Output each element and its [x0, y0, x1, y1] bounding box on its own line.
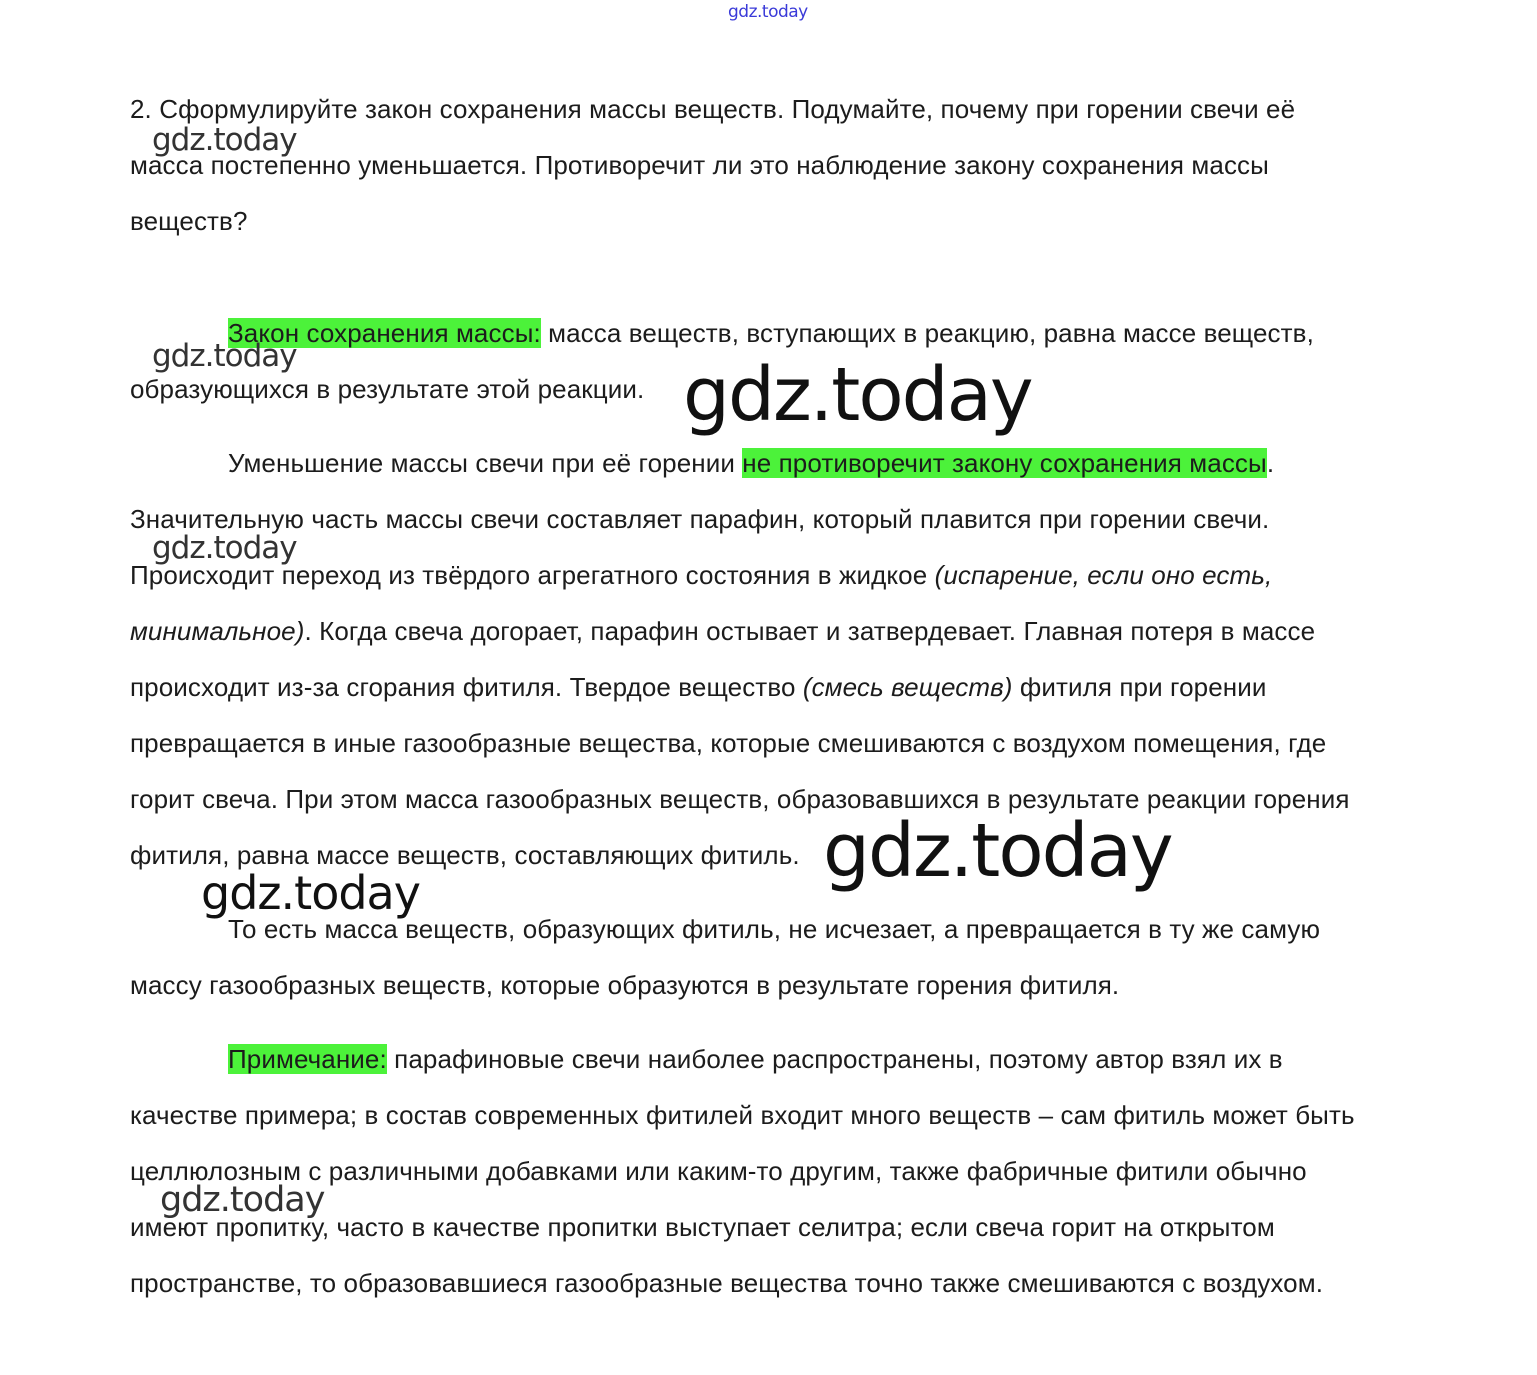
answer-line-5-end: фитиля при горении: [1012, 672, 1267, 702]
answer-line-3: [130, 558, 1272, 592]
conclusion-line-1: То есть масса веществ, образующих фитиль, не исчезает, а превращается в ту же самую: [228, 914, 1321, 944]
answer-line-4-text: . Когда свеча догорает, парафин остывает и затвердевает. Главная потеря в массе: [304, 616, 1316, 646]
note-line-4: имеют пропитку, часто в качестве пропитки выступает селитра; если свеча горит на открытом: [130, 1212, 1275, 1242]
answer-line-8: фитиля, равна массе веществ, составляющих фитиль.: [130, 840, 800, 870]
conclusion-line-2: массу газообразных веществ, которые образуются в результате горения фитиля.: [130, 970, 1120, 1000]
answer-highlight: не противоречит закону сохранения массы: [742, 448, 1267, 478]
note-line-2: качестве примера; в состав современных фитилей входит много веществ – сам фитиль может быть: [130, 1100, 1355, 1130]
answer-start: Уменьшение массы свечи при её горении: [228, 448, 743, 478]
answer-line-6: превращается в иные газообразные вещества, которые смешиваются с воздухом помещения, где: [130, 728, 1327, 758]
note-line-3: целлюлозным с различными добавками или каким-то другим, также фабричные фитили обычно: [130, 1156, 1307, 1186]
answer-line-2: Значительную часть массы свечи составляет парафин, который плавится при горении свечи.: [130, 504, 1270, 534]
law-line-1: [228, 316, 1314, 350]
note-label-highlight: Примечание:: [228, 1044, 387, 1074]
note-line-1-text: парафиновые свечи наиболее распространены, поэтому автор взял их в: [386, 1044, 1283, 1074]
watermark-2: gdz.today: [152, 338, 297, 374]
answer-line-4: [130, 614, 1315, 648]
answer-line-7: горит свеча. При этом масса газообразных веществ, образовавшихся в результате реакции горения: [130, 784, 1350, 814]
answer-line-4-italic: минимальное): [130, 616, 305, 646]
answer-line-5: [130, 670, 1266, 704]
watermark-6: gdz.today: [201, 866, 420, 920]
answer-line-1: [228, 446, 1274, 480]
watermark-3: gdz.today: [683, 352, 1032, 438]
watermark-top: gdz.today: [728, 2, 808, 22]
note-line-1: [228, 1042, 1283, 1076]
question-line-2: масса постепенно уменьшается. Противоречит ли это наблюдение закону сохранения массы: [130, 150, 1269, 180]
question-line-3: веществ?: [130, 206, 248, 236]
law-label-highlight: Закон сохранения массы:: [228, 318, 541, 348]
answer-line-3-text: Происходит переход из твёрдого агрегатного состояния в жидкое: [130, 560, 935, 590]
law-definition-start: масса веществ, вступающих в реакцию, равна массе веществ,: [540, 318, 1314, 348]
answer-line-5-start: происходит из-за сгорания фитиля. Твердое вещество: [130, 672, 803, 702]
answer-line-5-italic: (смесь веществ): [802, 672, 1013, 702]
note-line-5: пространстве, то образовавшиеся газообразные вещества точно также смешиваются с воздухом.: [130, 1268, 1324, 1298]
watermark-4: gdz.today: [152, 530, 297, 566]
watermark-7: gdz.today: [160, 1180, 325, 1220]
watermark-5: gdz.today: [823, 808, 1172, 894]
question-line-1: 2. Сформулируйте закон сохранения массы веществ. Подумайте, почему при горении свечи её: [130, 94, 1296, 124]
answer-period: .: [1266, 448, 1275, 478]
answer-line-3-italic: (испарение, если оно есть,: [934, 560, 1273, 590]
watermark-1: gdz.today: [152, 122, 297, 158]
law-line-2: образующихся в результате этой реакции.: [130, 374, 645, 404]
